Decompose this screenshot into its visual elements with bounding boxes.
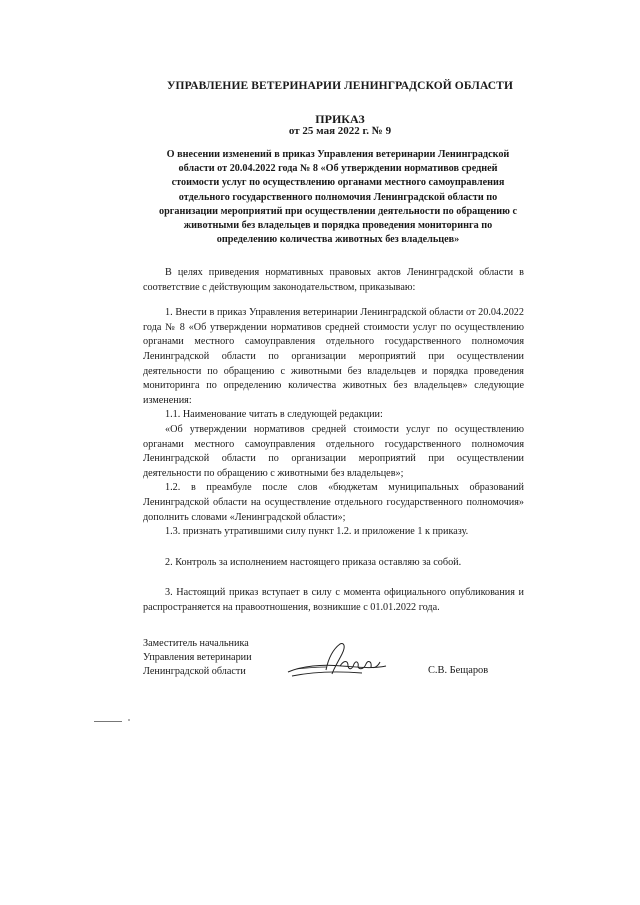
document-date-number: от 25 мая 2022 г. № 9 (288, 125, 392, 137)
handwritten-signature (282, 636, 392, 684)
item-1-paragraph: 1. Внести в приказ Управления ветеринарии Ленинградской области от 20.04.2022 года № 8 «Об утверждении нормативов средней стоимости услуг по осуществлению органами местного самоуправления отдельного государственного полномочия Ленинградской области по организации мероприятий при осуществлении деятельности по обращению с животными без владельцев и порядка проведения мониторинга по определению количества животных без владельцев» следующие изменения: (143, 307, 524, 406)
signatory-position (143, 637, 252, 678)
signatory-name: С.В. Бещаров (428, 665, 489, 676)
scan-artifact-dot (128, 719, 130, 721)
item-1-2-paragraph: 1.2. в преамбуле после слов «бюджетам муниципальных образований Ленинградской области на осуществление отдельного государственного полномочия» дополнить словами «Ленинградской области»; (143, 482, 524, 523)
preamble-paragraph: В целях приведения нормативных правовых актов Ленинградской области в соответствие с действующим законодательством, приказываю: (143, 267, 524, 293)
organization-title: УПРАВЛЕНИЕ ВЕТЕРИНАРИИ ЛЕНИНГРАДСКОЙ ОБЛАСТИ (166, 80, 513, 92)
item-2-paragraph: 2. Контроль за исполнением настоящего приказа оставляю за собой. (165, 556, 462, 568)
document-type: ПРИКАЗ (315, 112, 365, 126)
item-3-paragraph: 3. Настоящий приказ вступает в силу с момента официального опубликования и распространяется на правоотношения, возникшие с 01.01.2022 года. (143, 587, 524, 613)
item-1-1-text-paragraph: «Об утверждении нормативов средней стоимости услуг по осуществлению органами местного самоуправления отдельного государственного полномочия Ленинградской области по организации мероприятий при осуществлении деятельности по обращению с животными без владельцев»; (143, 423, 524, 479)
signatory-position-line: Заместитель начальника (143, 638, 249, 649)
signatory-position-line: Управления ветеринарии (143, 651, 252, 663)
signatory-position-line: Ленинградской области (143, 665, 246, 677)
footer-rule (94, 721, 122, 722)
item-1-1-paragraph: 1.1. Наименование читать в следующей редакции: (165, 409, 383, 421)
document-body (143, 266, 524, 615)
document-subject: О внесении изменений в приказ Управления ветеринарии Ленинградской области от 20.04.2022 года № 8 «Об утверждении нормативов средней стоимости услуг по осуществлению органами местного самоуправления отдельного государственного полномочия Ленинградской области по организации мероприятий при осуществлении деятельности по обращению с животными без владельцев и порядка проведения мониторинга по определению количества животных без владельцев» (159, 149, 517, 246)
item-1-3-paragraph: 1.3. признать утратившими силу пункт 1.2. и приложение 1 к приказу. (165, 526, 469, 538)
